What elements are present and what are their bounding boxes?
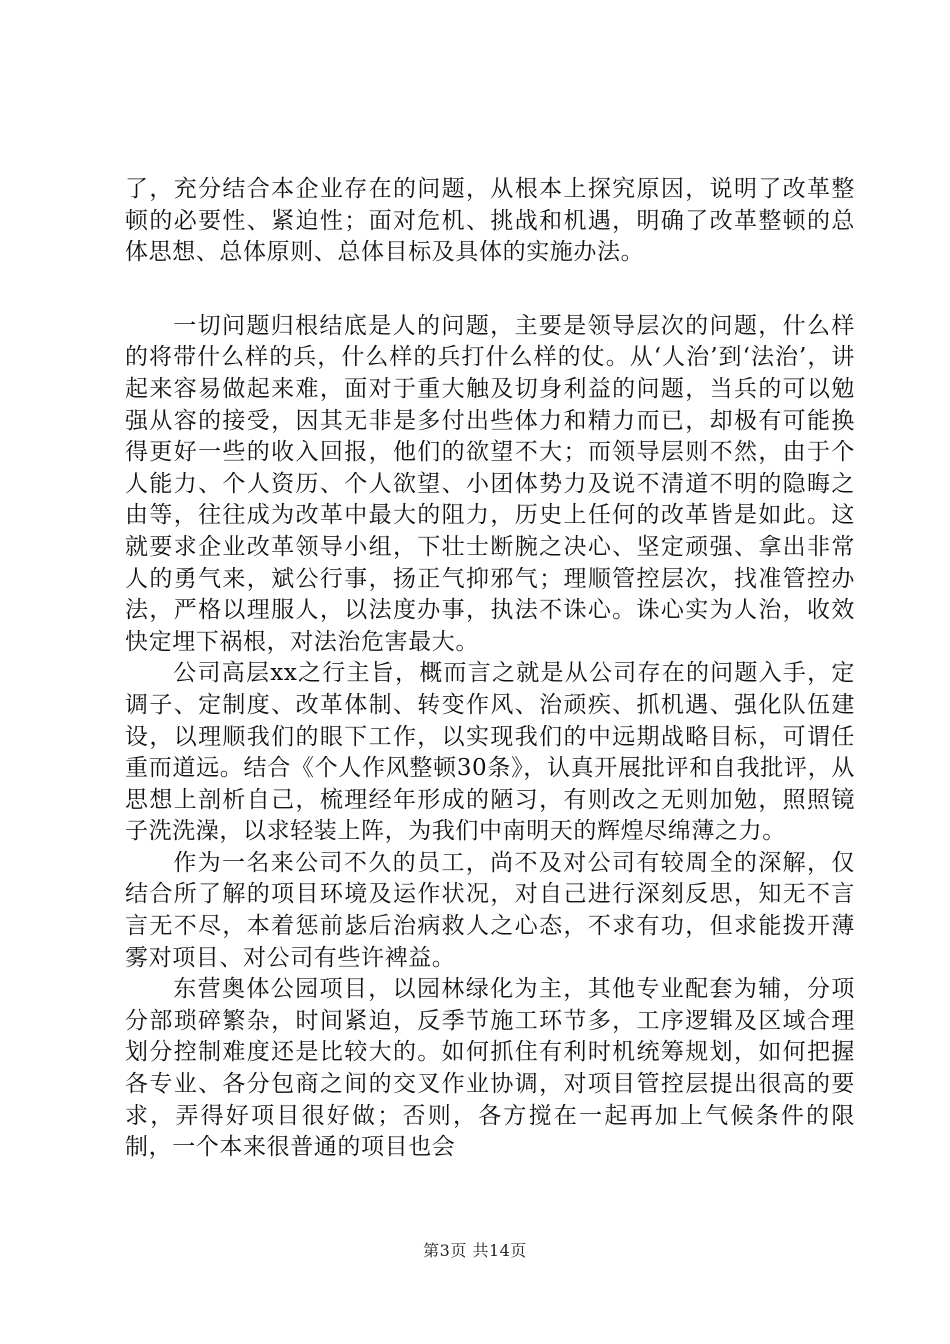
paragraph-project: 东营奥体公园项目，以园林绿化为主，其他专业配套为辅，分项分部琐碎繁杂，时间紧迫，反季节施工环节多，工序逻辑及区域合理划分控制难度还是比较大的。如何抓住有利时机统筹规划，如何把握各专业、各分包商之间的交叉作业协调，对项目管控层提出很高的要求，弄得好项目很好做；否则，各方搅在一起再加上气候条件的限制，一个本来很普通的项目也会 [125,976,855,1161]
document-body [125,174,855,1164]
paragraph-company-goals: 公司高层xx之行主旨，概而言之就是从公司存在的问题入手，定调子、定制度、改革体制、转变作风、治顽疾、抓机遇、强化队伍建设，以理顺我们的眼下工作，以实现我们的中远期战略目标，可谓任重而道远。结合《个人作风整顿30条》，认真开展批评和自我批评，从思想上剖析自己，梳理经年形成的陋习，有则改之无则加勉，照照镜子洗洗澡，以求轻装上阵，为我们中南明天的辉煌尽绵薄之力。 [125,660,855,845]
paragraph-continuation: 了，充分结合本企业存在的问题，从根本上探究原因，说明了改革整顿的必要性、紧迫性；面对危机、挑战和机遇，明确了改革整顿的总体思想、总体原则、总体目标及具体的实施办法。 [125,176,855,266]
paragraph-self-reflection: 作为一名来公司不久的员工，尚不及对公司有较周全的深解，仅结合所了解的项目环境及运作状况，对自己进行深刻反思，知无不言言无不尽，本着惩前毖后治病救人之心态，不求有功，但求能拨开薄雾对项目、对公司有些许裨益。 [125,849,855,971]
paragraph-leadership: 一切问题归根结底是人的问题，主要是领导层次的问题，什么样的将带什么样的兵，什么样的兵打什么样的仗。从‘人治’到‘法治’，讲起来容易做起来难，面对于重大触及切身利益的问题，当兵的可以勉强从容的接受，因其无非是多付出些体力和精力而已，却极有可能换得更好一些的收入回报，他们的欲望不大；而领导层则不然，由于个人能力、个人资历、个人欲望、小团体势力及说不清道不明的隐晦之由等，往往成为改革中最大的阻力，历史上任何的改革皆是如此。这就要求企业改革领导小组，下壮士断腕之决心、坚定顽强、拿出非常人的勇气来，斌公行事，扬正气抑邪气；理顺管控层次，找准管控办法，严格以理服人，以法度办事，执法不诛心。诛心实为人治，收效快定埋下祸根，对法治危害最大。 [125,312,855,655]
page-number-footer: 第3页 共14页 [423,1241,527,1260]
